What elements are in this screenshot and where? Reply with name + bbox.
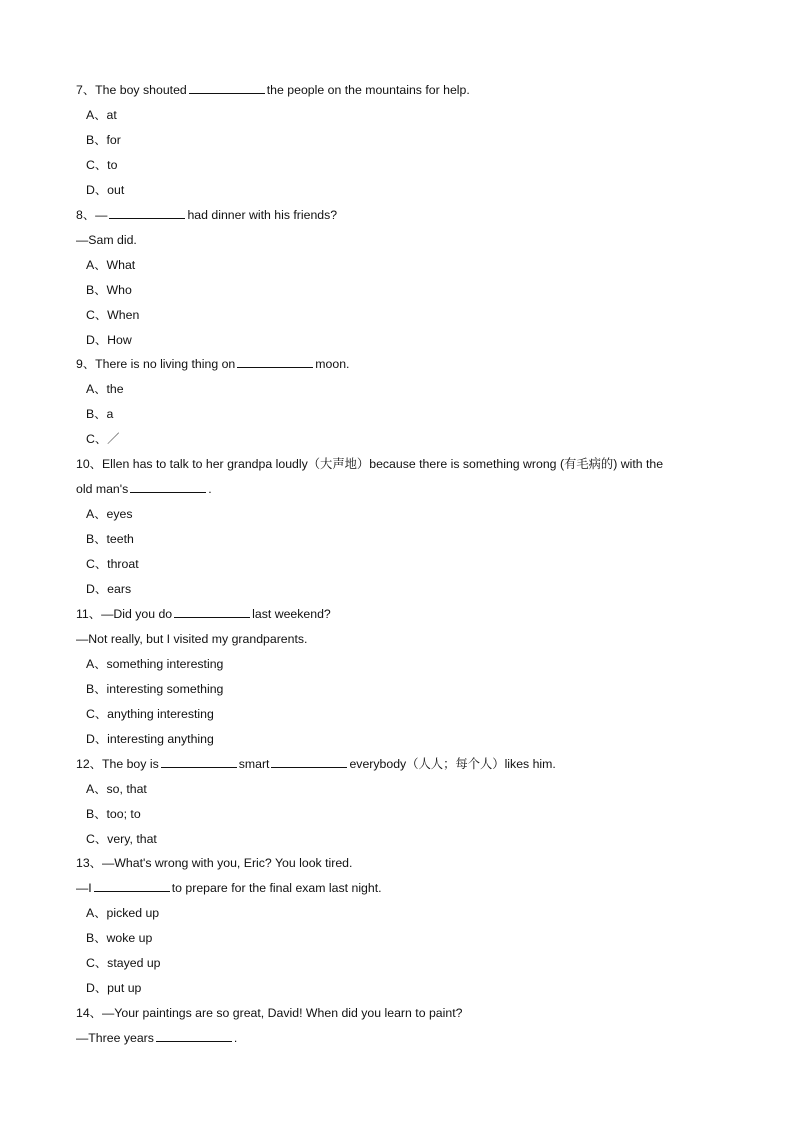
question-number: 11、 [76, 606, 102, 621]
answer-blank [271, 756, 347, 768]
answer-blank [161, 756, 237, 768]
question-stem-line [76, 756, 556, 772]
stem-text: —Not really, but I visited my grandparents. [76, 631, 308, 646]
stem-text: the people on the mountains for help. [266, 83, 470, 97]
stem-text: last weekend? [252, 606, 331, 621]
stem-text: moon. [315, 357, 350, 372]
answer-option: A、so, that [86, 781, 147, 796]
answer-option: B、teeth [86, 532, 134, 547]
answer-option: C、throat [86, 557, 139, 572]
answer-option: B、too; to [86, 806, 141, 821]
question-stem-line [76, 207, 337, 223]
question-stem-line [76, 356, 349, 372]
stem-text: There is no living thing on [95, 357, 236, 372]
answer-option: A、the [86, 382, 124, 397]
question-number: 14、 [76, 1006, 102, 1021]
stem-text: old man's [76, 482, 129, 497]
question-stem-line [76, 1030, 237, 1046]
answer-option: B、Who [86, 282, 132, 297]
answer-blank [174, 606, 250, 618]
answer-option: A、picked up [86, 906, 160, 921]
stem-text: —Your paintings are so great, David! When did you learn to paint? [101, 1006, 463, 1021]
answer-option: C、／ [86, 432, 120, 447]
stem-text: . [208, 482, 212, 497]
question-number: 12、 [76, 756, 102, 771]
answer-option: A、What [86, 257, 136, 272]
question-stem-line [76, 606, 331, 622]
answer-blank [237, 356, 313, 368]
stem-text: —I [76, 881, 92, 896]
stem-text: Ellen has to talk to her grandpa loudly（大声地）because there is something wrong (有毛病的) with the [101, 457, 664, 472]
question-number: 7、 [76, 83, 96, 97]
answer-blank [156, 1030, 232, 1042]
answer-option: B、interesting something [86, 681, 224, 696]
answer-blank [189, 82, 265, 94]
answer-blank [109, 207, 185, 219]
question-stem-line [76, 855, 352, 871]
answer-option: C、to [86, 157, 118, 172]
question-stem-line [76, 880, 382, 896]
stem-text: The boy shouted [95, 83, 187, 97]
answer-option: D、ears [86, 582, 132, 596]
stem-text: —Did you do [101, 606, 173, 621]
answer-option: B、a [86, 407, 114, 422]
stem-text: smart [238, 756, 270, 771]
answer-option: D、put up [86, 981, 142, 996]
question-stem-line [76, 1005, 462, 1021]
question-number: 8、 [76, 207, 96, 222]
stem-text: . [233, 1031, 238, 1046]
question-stem-line [76, 232, 137, 248]
answer-option: B、for [86, 132, 121, 147]
answer-blank [94, 880, 170, 892]
answer-option: C、stayed up [86, 956, 161, 971]
answer-option: C、When [86, 307, 140, 322]
answer-option: C、anything interesting [86, 706, 214, 721]
answer-option: A、something interesting [86, 656, 224, 671]
question-number: 9、 [76, 357, 96, 372]
answer-option: D、out [86, 182, 125, 197]
answer-option: D、interesting anything [86, 731, 214, 746]
stem-text: —What's wrong with you, Eric? You look tired. [101, 856, 353, 871]
answer-option: A、at [86, 107, 117, 122]
question-stem-line [76, 631, 307, 647]
answer-option: D、How [86, 332, 132, 347]
stem-text: to prepare for the final exam last night. [171, 881, 382, 896]
question-number: 10、 [76, 457, 102, 472]
stem-text: —Three years [76, 1031, 154, 1046]
stem-text: — [95, 207, 108, 222]
question-number: 13、 [76, 856, 102, 871]
answer-blank [130, 481, 206, 493]
question-stem-line [76, 456, 663, 472]
answer-option: C、very, that [86, 831, 157, 846]
stem-text: everybody（人人；每个人）likes him. [349, 756, 556, 771]
answer-option: B、woke up [86, 931, 153, 946]
question-stem-line [76, 481, 212, 497]
stem-text: had dinner with his friends? [187, 207, 338, 222]
stem-text: —Sam did. [76, 232, 137, 247]
question-stem-line [76, 82, 470, 98]
stem-text: The boy is [101, 756, 159, 771]
answer-option: A、eyes [86, 507, 133, 522]
